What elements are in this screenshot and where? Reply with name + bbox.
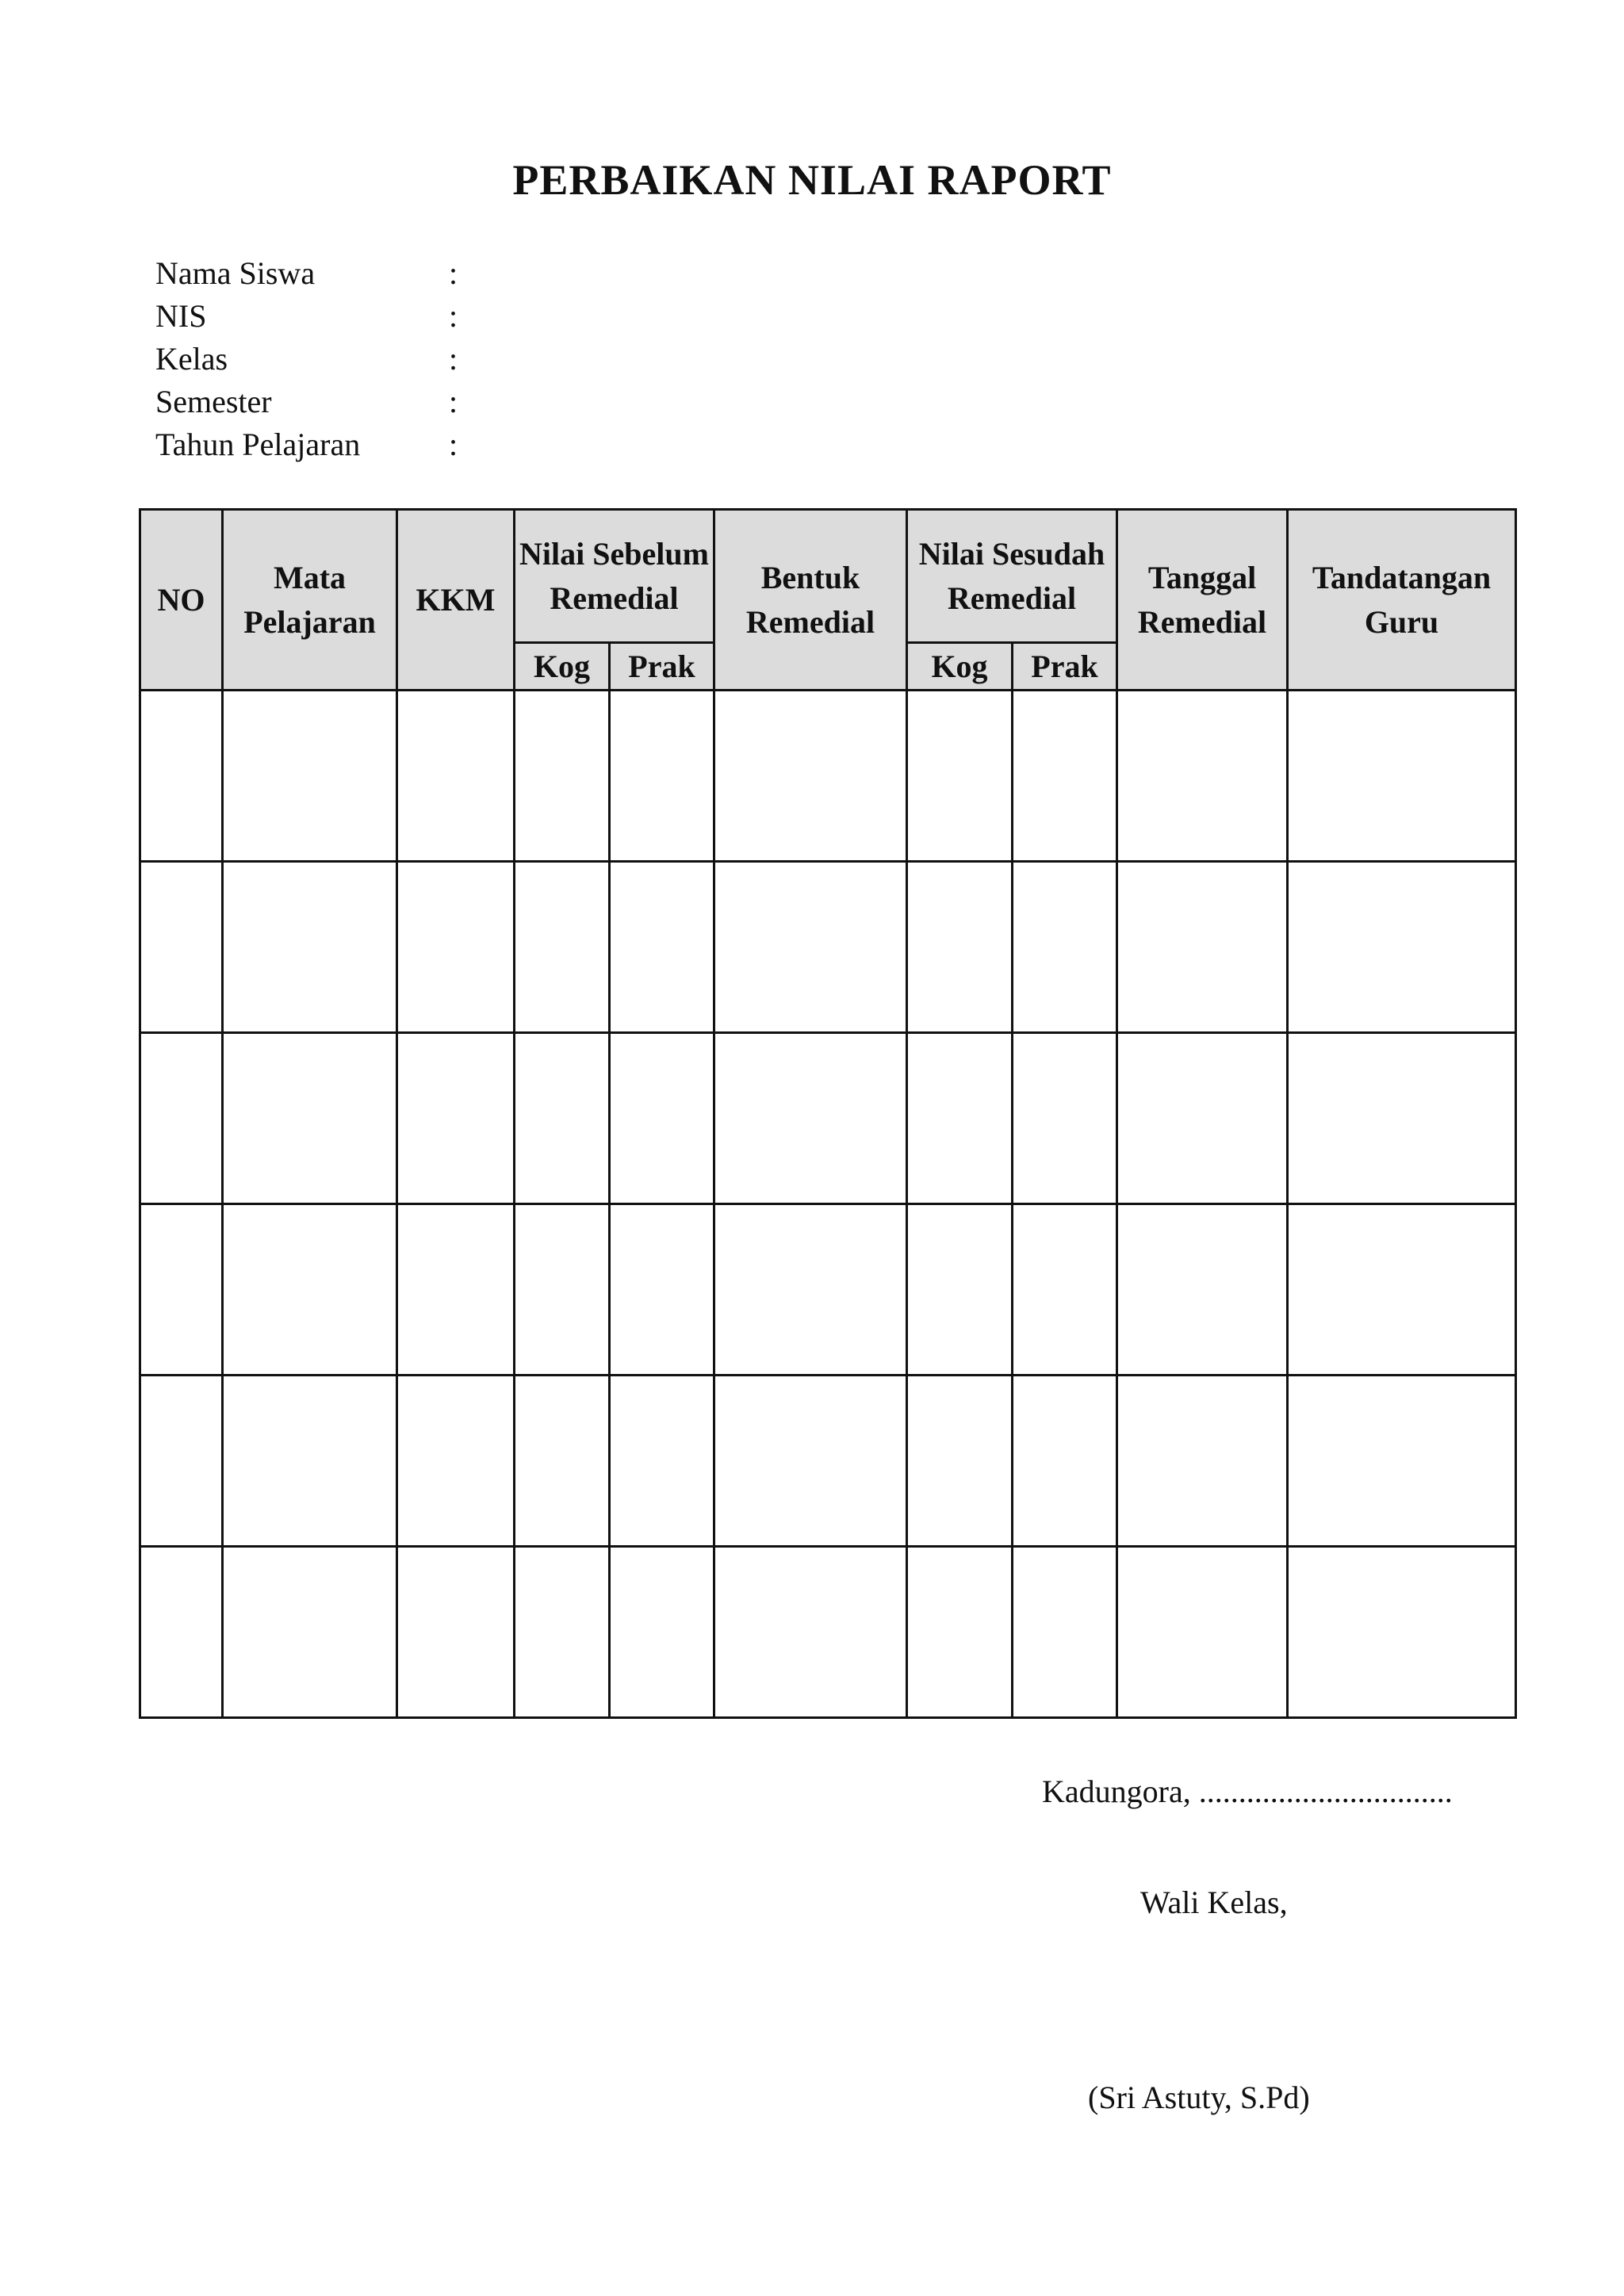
subheader-sebelum-prak: Prak (610, 643, 714, 691)
table-cell[interactable] (1117, 1033, 1288, 1204)
table-cell[interactable] (714, 1376, 907, 1547)
table-row (140, 1547, 1516, 1718)
table-cell[interactable] (223, 691, 397, 862)
table-cell[interactable] (1013, 1376, 1117, 1547)
table-cell[interactable] (1013, 1547, 1117, 1718)
table-cell[interactable] (223, 862, 397, 1033)
table-cell[interactable] (1288, 1033, 1516, 1204)
table-cell[interactable] (397, 691, 515, 862)
table-cell[interactable] (907, 862, 1013, 1033)
table-cell[interactable] (515, 1547, 610, 1718)
field-label: Tahun Pelajaran (155, 427, 361, 462)
field-label: Nama Siswa (155, 255, 316, 291)
table-cell[interactable] (610, 862, 714, 1033)
table-cell[interactable] (1013, 862, 1117, 1033)
table-cell[interactable] (223, 1547, 397, 1718)
table-cell[interactable] (140, 1033, 223, 1204)
header-mata-pelajaran: Mata Pelajaran (223, 510, 397, 691)
table-cell[interactable] (140, 1547, 223, 1718)
page-title: PERBAIKAN NILAI RAPORT (512, 156, 1112, 204)
table-cell[interactable] (397, 1033, 515, 1204)
header-no: NO (140, 510, 223, 691)
table-cell[interactable] (140, 691, 223, 862)
table-row (140, 1204, 1516, 1376)
table-cell[interactable] (610, 1033, 714, 1204)
table-cell[interactable] (140, 1376, 223, 1547)
table-cell[interactable] (1117, 691, 1288, 862)
table-cell[interactable] (1117, 1547, 1288, 1718)
table-cell[interactable] (907, 1547, 1013, 1718)
header-kkm: KKM (397, 510, 515, 691)
table-cell[interactable] (223, 1033, 397, 1204)
table-cell[interactable] (397, 1547, 515, 1718)
table-cell[interactable] (1013, 691, 1117, 862)
signature-role: Wali Kelas, (1140, 1885, 1288, 1920)
table-cell[interactable] (714, 691, 907, 862)
table-cell[interactable] (610, 1547, 714, 1718)
field-colon: : (449, 427, 458, 462)
table-cell[interactable] (1288, 691, 1516, 862)
subheader-sebelum-kog: Kog (515, 643, 610, 691)
table-cell[interactable] (610, 1376, 714, 1547)
table-cell[interactable] (515, 1204, 610, 1376)
field-colon: : (449, 255, 458, 291)
table-cell[interactable] (907, 1204, 1013, 1376)
table-cell[interactable] (1117, 862, 1288, 1033)
field-label: NIS (155, 298, 207, 334)
field-colon: : (449, 384, 458, 419)
table-row (140, 691, 1516, 862)
table-cell[interactable] (714, 1547, 907, 1718)
table-cell[interactable] (714, 1204, 907, 1376)
table-row (140, 1376, 1516, 1547)
table-cell[interactable] (610, 1204, 714, 1376)
table-cell[interactable] (1013, 1033, 1117, 1204)
table-cell[interactable] (714, 862, 907, 1033)
header-tandatangan-guru: Tandatangan Guru (1288, 510, 1516, 691)
table-cell[interactable] (1013, 1204, 1117, 1376)
table-cell[interactable] (515, 691, 610, 862)
table-cell[interactable] (515, 1376, 610, 1547)
signer-name: (Sri Astuty, S.Pd) (1088, 2080, 1310, 2115)
table-cell[interactable] (397, 1376, 515, 1547)
table-cell[interactable] (1117, 1376, 1288, 1547)
table-cell[interactable] (907, 1033, 1013, 1204)
header-tanggal-remedial: Tanggal Remedial (1117, 510, 1288, 691)
field-colon: : (449, 341, 458, 377)
table-cell[interactable] (1288, 862, 1516, 1033)
table-cell[interactable] (714, 1033, 907, 1204)
field-colon: : (449, 298, 458, 334)
table-cell[interactable] (1288, 1547, 1516, 1718)
field-label: Semester (155, 384, 272, 419)
table-row (140, 862, 1516, 1033)
header-nilai-sesudah-remedial: Nilai Sesudah Remedial (907, 510, 1117, 643)
table-cell[interactable] (140, 862, 223, 1033)
table-cell[interactable] (1288, 1204, 1516, 1376)
subheader-sesudah-kog: Kog (907, 643, 1013, 691)
table-cell[interactable] (515, 1033, 610, 1204)
field-label: Kelas (155, 341, 228, 377)
table-cell[interactable] (1288, 1376, 1516, 1547)
table-cell[interactable] (1117, 1204, 1288, 1376)
place-date-line: Kadungora, ................................ (1042, 1774, 1453, 1809)
table-cell[interactable] (223, 1376, 397, 1547)
header-nilai-sebelum-remedial: Nilai Sebelum Remedial (515, 510, 714, 643)
remedial-table (139, 508, 1517, 1719)
table-cell[interactable] (907, 691, 1013, 862)
table-cell[interactable] (140, 1204, 223, 1376)
subheader-sesudah-prak: Prak (1013, 643, 1117, 691)
header-bentuk-remedial: Bentuk Remedial (714, 510, 907, 691)
table-cell[interactable] (515, 862, 610, 1033)
table-cell[interactable] (610, 691, 714, 862)
table-cell[interactable] (397, 1204, 515, 1376)
table-cell[interactable] (223, 1204, 397, 1376)
table-row (140, 1033, 1516, 1204)
table-cell[interactable] (397, 862, 515, 1033)
table-cell[interactable] (907, 1376, 1013, 1547)
